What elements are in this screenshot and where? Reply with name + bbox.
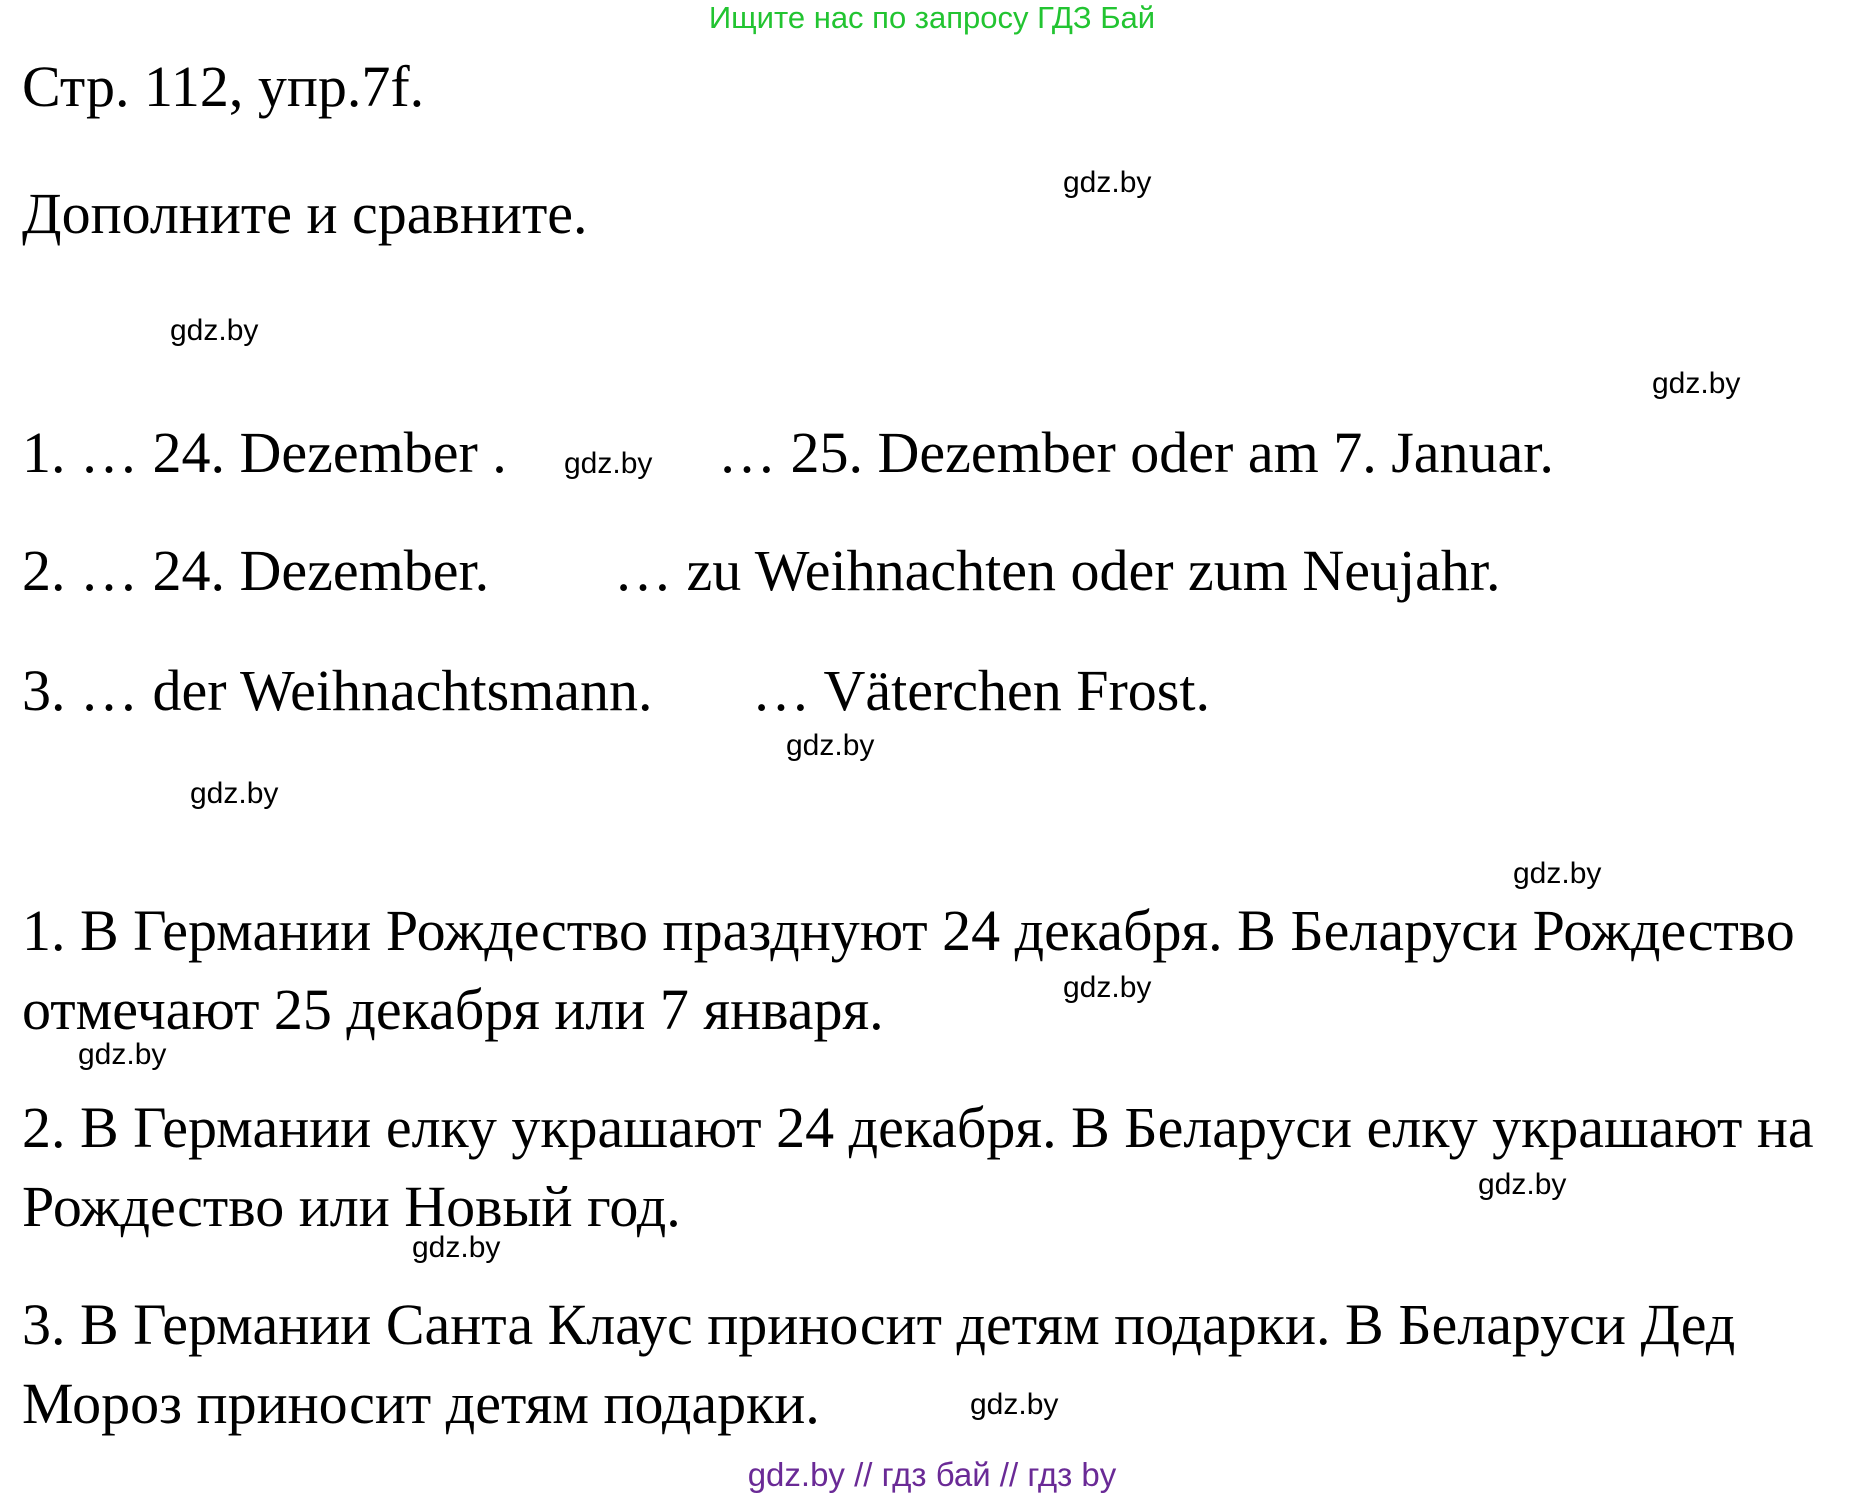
- watermark: gdz.by: [970, 1388, 1059, 1421]
- watermark: gdz.by: [786, 729, 875, 762]
- watermark: gdz.by: [1478, 1168, 1567, 1201]
- answer-1-line-1: 1. В Германии Рождество празднуют 24 декабря. В Беларуси Рождество: [22, 898, 1795, 963]
- instruction: Дополните и сравните.: [22, 181, 588, 246]
- watermark: gdz.by: [412, 1231, 501, 1264]
- footer-links: gdz.by // гдз бай // гдз by: [747, 1456, 1117, 1493]
- watermark: gdz.by: [564, 447, 653, 480]
- watermark: gdz.by: [1513, 857, 1602, 890]
- german-line-3-right: … Väterchen Frost.: [752, 658, 1210, 723]
- watermark: gdz.by: [170, 314, 259, 347]
- exercise-reference: Стр. 112, упр.7f.: [22, 54, 425, 119]
- answer-2-line-2: Рождество или Новый год.: [22, 1174, 681, 1239]
- answer-3-line-1: 3. В Германии Санта Клаус приносит детям подарки. В Беларуси Дед: [22, 1292, 1736, 1357]
- watermark: gdz.by: [1063, 166, 1152, 199]
- german-line-1-right: … 25. Dezember oder am 7. Januar.: [718, 420, 1554, 485]
- answer-1-line-2: отмечают 25 декабря или 7 января.: [22, 977, 884, 1042]
- answer-3-line-2: Мороз приносит детям подарки.: [22, 1371, 820, 1436]
- german-line-1-left: 1. … 24. Dezember .: [22, 420, 507, 485]
- watermark: gdz.by: [1652, 367, 1741, 400]
- watermark: gdz.by: [1063, 971, 1152, 1004]
- watermark: gdz.by: [190, 777, 279, 810]
- german-line-2-left: 2. … 24. Dezember.: [22, 538, 490, 603]
- answer-2-line-1: 2. В Германии елку украшают 24 декабря. В Беларуси елку украшают на: [22, 1095, 1814, 1160]
- german-line-2-right: … zu Weihnachten oder zum Neujahr.: [614, 538, 1501, 603]
- watermark: gdz.by: [78, 1038, 167, 1071]
- german-line-3-left: 3. … der Weihnachtsmann.: [22, 658, 653, 723]
- top-banner: Ищите нас по запросу ГДЗ Бай: [708, 0, 1156, 35]
